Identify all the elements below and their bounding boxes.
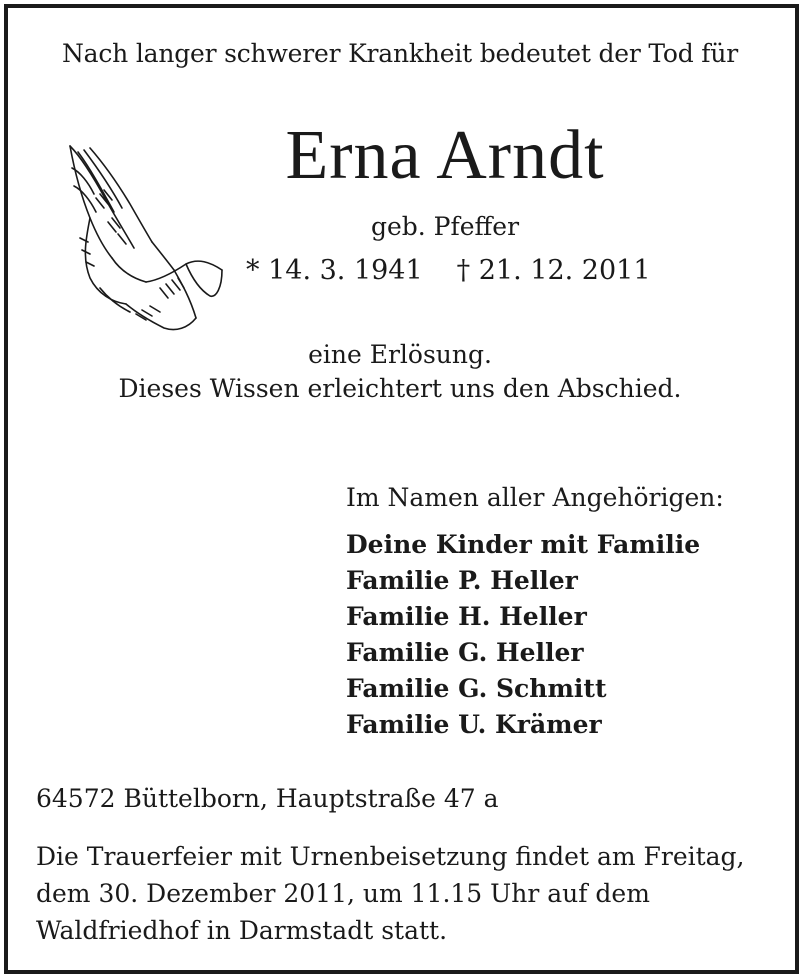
service-info [36, 838, 745, 949]
family-name: Familie H. Heller [346, 602, 587, 631]
family-name: Familie U. Krämer [346, 710, 602, 739]
praying-hands-icon [60, 138, 226, 334]
family-name: Deine Kinder mit Familie [346, 530, 701, 559]
address-text: 64572 Büttelborn, Hauptstraße 47 a [36, 784, 499, 813]
deceased-name: Erna Arndt [285, 117, 605, 194]
service-line: Waldfriedhof in Darmstadt statt. [36, 916, 448, 945]
death-date: † 21. 12. 2011 [456, 255, 651, 286]
intro-text: Nach langer schwerer Krankheit bedeutet der Tod für [61, 39, 739, 68]
signoff-text: Im Namen aller Angehörigen: [346, 483, 724, 512]
service-line: Die Trauerfeier mit Urnenbeisetzung findet am Freitag, [36, 842, 745, 871]
family-name: Familie P. Heller [346, 566, 578, 595]
maiden-name: geb. Pfeffer [370, 212, 520, 241]
birth-date: * 14. 3. 1941 [246, 255, 423, 286]
family-name: Familie G. Schmitt [346, 674, 607, 703]
relief-line-2: Dieses Wissen erleichtert uns den Abschied. [118, 374, 682, 403]
service-line: dem 30. Dezember 2011, um 11.15 Uhr auf dem [36, 879, 650, 908]
family-name: Familie G. Heller [346, 638, 584, 667]
relief-line-1: eine Erlösung. [308, 340, 492, 369]
life-dates [246, 255, 651, 286]
